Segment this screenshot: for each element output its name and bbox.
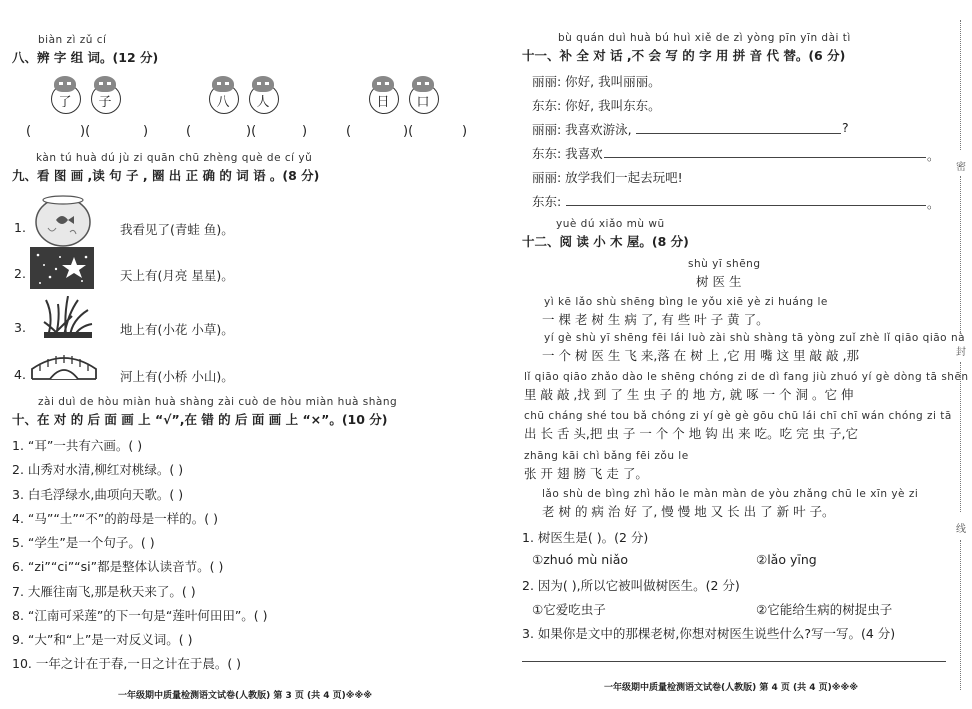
dialog-line: 东东: 我喜欢	[532, 146, 603, 161]
s12-title: 十二、阅 读 小 木 屋。(8 分)	[522, 234, 689, 249]
dialog-line: 丽丽: 你好, 我叫丽丽。	[532, 74, 661, 89]
option[interactable]: ①zhuó mù niǎo	[532, 552, 629, 567]
answer-paren[interactable]: (	[26, 124, 32, 139]
s9-item-text: 地上有(小花 小草)。	[120, 322, 234, 337]
fishbowl-icon	[34, 194, 92, 248]
story-text: 一 个 树 医 生 飞 来,落 在 树 上 ,它 用 嘴 这 里 敲 敲 ,那	[542, 348, 859, 363]
bridge-icon	[30, 349, 98, 385]
page-4	[486, 0, 972, 709]
s10-item: 8. “江南可采莲”的下一句是“莲叶何田田”。( )	[12, 608, 268, 623]
story-text: 一 棵 老 树 生 病 了, 有 些 叶 子 黄 了。	[542, 312, 769, 327]
s8-pinyin: biàn zì zǔ cí	[38, 34, 107, 46]
s9-item-text: 河上有(小桥 小山)。	[120, 369, 234, 384]
question-3: 3. 如果你是文中的那棵老树,你想对树医生说些什么?写一写。(4 分)	[522, 626, 896, 641]
answer-paren[interactable]: )(	[80, 124, 91, 139]
story-pinyin: chū cháng shé tou bǎ chóng zi yí gè gè gōu chū lái chī chī wán chóng zi tā	[524, 410, 952, 422]
s8-title: 八、辨 字 组 词。(12 分)	[12, 50, 159, 65]
egg-icon: 日	[368, 76, 398, 112]
story-pinyin: lǎo shù de bìng zhì hǎo le màn màn de yòu zhǎng chū le xīn yè zi	[542, 488, 919, 500]
question-1: 1. 树医生是( )。(2 分)	[522, 530, 649, 545]
s10-item: 7. 大雁往南飞,那是秋天来了。( )	[12, 584, 196, 599]
answer-blank[interactable]	[636, 133, 841, 134]
dialog-line: 丽丽: 放学我们一起去玩吧!	[532, 170, 683, 185]
dialog-end: 。	[927, 148, 940, 163]
s10-item: 4. “马”“土”“不”的韵母是一样的。( )	[12, 511, 218, 526]
seal-line	[960, 540, 961, 690]
story-text: 张 开 翅 膀 飞 走 了。	[524, 466, 648, 481]
s12-pinyin: yuè dú xiǎo mù wū	[556, 218, 665, 230]
seal-line	[960, 20, 961, 150]
seal-line	[960, 176, 961, 336]
story-pinyin: yì kē lǎo shù shēng bìng le yǒu xiē yè zi huáng le	[544, 296, 828, 308]
s10-item: 2. 山秀对水清,柳红对桃绿。( )	[12, 462, 184, 477]
s9-title: 九、看 图 画 ,读 句 子 , 圈 出 正 确 的 词 语 。(8 分)	[12, 168, 320, 183]
answer-paren[interactable]: (	[186, 124, 192, 139]
answer-blank[interactable]	[566, 205, 926, 206]
answer-paren[interactable]: )	[462, 124, 468, 139]
seal-char: 封	[956, 347, 966, 358]
s10-pinyin: zài duì de hòu miàn huà shàng zài cuò de hòu miàn huà shàng	[38, 396, 398, 408]
option[interactable]: ②lǎo yīng	[756, 552, 817, 567]
s9-item-text: 我看见了(青蛙 鱼)。	[120, 222, 234, 237]
story-title-pinyin: shù yī shēng	[688, 258, 761, 270]
answer-blank[interactable]	[604, 157, 926, 158]
dialog-line: 东东:	[532, 194, 562, 209]
answer-paren[interactable]: )	[302, 124, 308, 139]
answer-paren[interactable]: )	[143, 124, 149, 139]
s9-item-num: 4.	[14, 367, 26, 382]
story-title: 树 医 生	[696, 274, 742, 289]
story-pinyin: yí gè shù yī shēng fēi lái luò zài shù shàng tā yòng zuǐ zhè lǐ qiāo qiāo nà	[544, 332, 966, 344]
s11-title: 十一、补 全 对 话 ,不 会 写 的 字 用 拼 音 代 替。(6 分)	[522, 48, 846, 63]
egg-icon: 口	[408, 76, 438, 112]
s10-item: 10. 一年之计在于春,一日之计在于晨。( )	[12, 656, 242, 671]
s9-pinyin: kàn tú huà dú jù zi quān chū zhèng què de cí yǔ	[36, 152, 313, 164]
story-text: 老 树 的 病 治 好 了, 慢 慢 地 又 长 出 了 新 叶 子。	[542, 504, 835, 519]
option[interactable]: ②它能给生病的树捉虫子	[756, 602, 893, 617]
dialog-line: 东东: 你好, 我叫东东。	[532, 98, 661, 113]
egg-icon: 八	[208, 76, 238, 112]
answer-paren[interactable]: (	[346, 124, 352, 139]
answer-paren[interactable]: )(	[246, 124, 257, 139]
page-footer: 一年级期中质量检测语文试卷(人教版) 第 4 页 (共 4 页)※※※	[604, 683, 859, 693]
question-2: 2. 因为( ),所以它被叫做树医生。(2 分)	[522, 578, 740, 593]
s10-item: 6. “zi”“ci”“si”都是整体认读音节。( )	[12, 559, 224, 574]
s10-item: 9. “大”和“上”是一对反义词。( )	[12, 632, 193, 647]
star-icon	[30, 247, 94, 289]
s9-item-text: 天上有(月亮 星星)。	[120, 268, 234, 283]
answer-line[interactable]	[522, 661, 946, 662]
grass-icon	[42, 296, 94, 340]
story-text: 里 敲 敲 ,找 到 了 生 虫 子 的 地 方, 就 啄 一 个 洞 。它 伸	[524, 387, 854, 402]
egg-icon: 子	[90, 76, 120, 112]
seal-char: 线	[956, 524, 966, 535]
seal-line	[960, 362, 961, 512]
story-pinyin: zhāng kāi chì bǎng fēi zǒu le	[524, 450, 689, 462]
s9-item-num: 1.	[14, 220, 26, 235]
dialog-end: 。	[927, 196, 940, 211]
s11-pinyin: bù quán duì huà bú huì xiě de zì yòng pīn yīn dài tì	[558, 32, 851, 44]
egg-icon: 人	[248, 76, 278, 112]
option[interactable]: ①它爱吃虫子	[532, 602, 606, 617]
story-pinyin: lǐ qiāo qiāo zhǎo dào le shēng chóng zi de dì fang jiù zhuó yí gè dòng tā shēn	[524, 371, 969, 383]
seal-char: 密	[956, 162, 966, 173]
s10-item: 1. “耳”一共有六画。( )	[12, 438, 143, 453]
egg-icon: 了	[50, 76, 80, 112]
s10-item: 5. “学生”是一个句子。( )	[12, 535, 155, 550]
s9-item-num: 3.	[14, 320, 26, 335]
dialog-line: 丽丽: 我喜欢游泳,	[532, 122, 632, 137]
s9-item-num: 2.	[14, 266, 26, 281]
story-text: 出 长 舌 头,把 虫 子 一 个 个 地 钩 出 来 吃。吃 完 虫 子,它	[524, 426, 859, 441]
s10-item: 3. 白毛浮绿水,曲项向天歌。( )	[12, 487, 184, 502]
answer-paren[interactable]: )(	[403, 124, 414, 139]
page-footer: 一年级期中质量检测语文试卷(人教版) 第 3 页 (共 4 页)※※※	[118, 691, 373, 701]
dialog-end: ?	[842, 120, 849, 135]
s10-title: 十、在 对 的 后 面 画 上 “√”,在 错 的 后 面 画 上 “×”。(10 分)	[12, 412, 388, 427]
